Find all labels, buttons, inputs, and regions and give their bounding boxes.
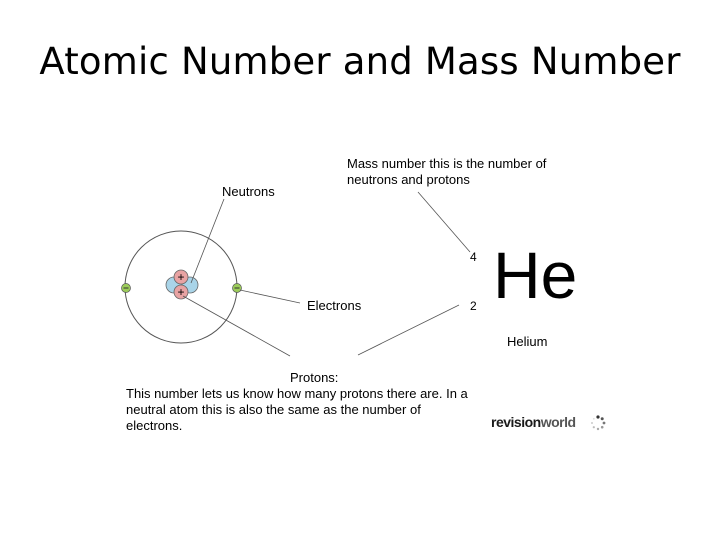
brand-text-revision: revision (491, 414, 541, 430)
protons-label: Protons: (290, 370, 339, 385)
mass-number-label: Mass number this is the number of neutrons and protons (347, 156, 547, 187)
proton-sign-top: + (177, 270, 185, 284)
neutrons-pointer (191, 199, 224, 283)
mass-pointer (418, 192, 470, 252)
protons-description: This number lets us know how many protons there are. In a neutral atom this is also the same as the number of electrons. (126, 386, 468, 433)
electrons-label: Electrons (307, 298, 362, 313)
mass-number-value: 4 (470, 250, 477, 264)
slide-title: Atomic Number and Mass Number (39, 40, 681, 83)
atomic-number-value: 2 (470, 299, 477, 313)
brand-logo (491, 414, 576, 430)
neutrons-label: Neutrons (222, 184, 275, 199)
electrons-pointer (240, 290, 300, 303)
revisionworld-logo-icon (590, 415, 606, 431)
element-symbol: He (493, 238, 578, 312)
protons-pointer (183, 296, 290, 356)
proton-sign-bottom: + (177, 285, 185, 299)
element-name: Helium (507, 334, 548, 349)
atomic-number-pointer (358, 305, 459, 355)
brand-text-world: world (540, 414, 576, 430)
